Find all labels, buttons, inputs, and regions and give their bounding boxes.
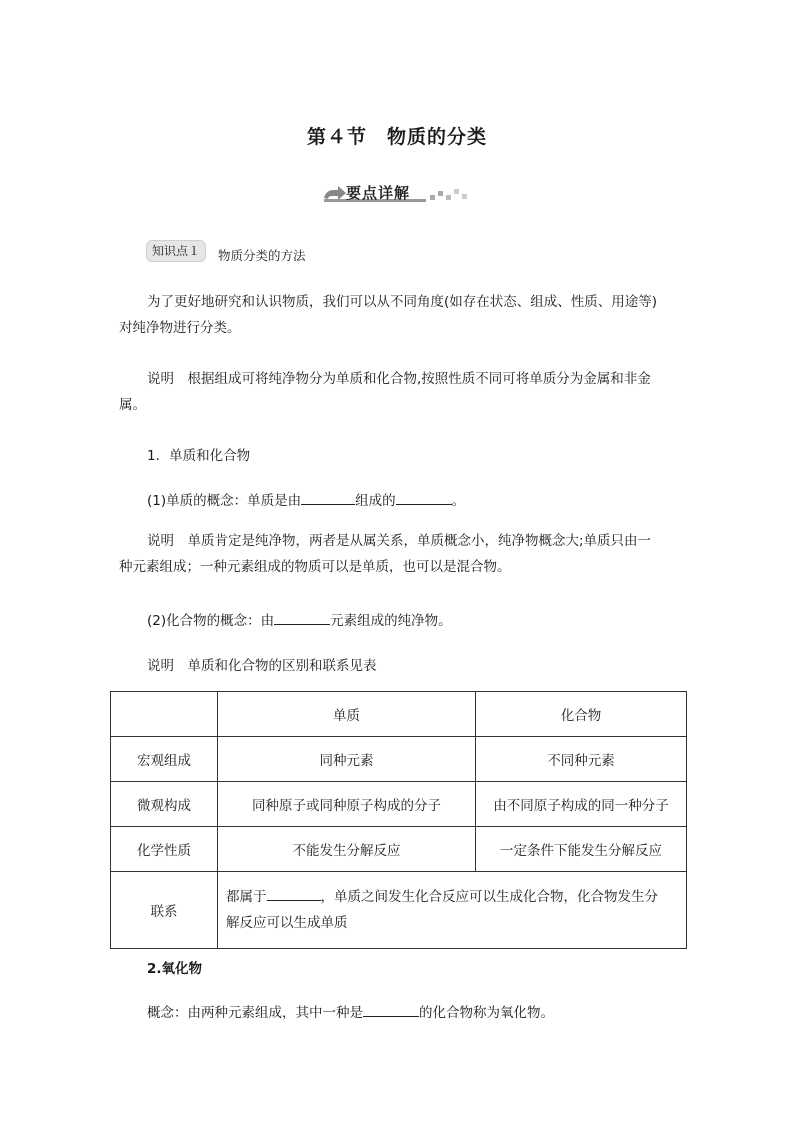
note-paragraph-1 xyxy=(119,366,679,418)
item1-before: (1)单质的概念：单质是由 xyxy=(147,493,302,509)
section-2-heading: 2.氧化物 xyxy=(147,961,203,977)
knowledge-point-badge: 知识点１ xyxy=(146,240,206,262)
intro-line-2: 对纯净物进行分类。 xyxy=(119,320,241,336)
cell-element: 同种原子或同种原子构成的分子 xyxy=(218,782,476,827)
note-paragraph-2 xyxy=(119,528,679,580)
table-row xyxy=(111,737,687,782)
cell-compound: 由不同原子构成的同一种分子 xyxy=(476,782,687,827)
relation-line2: 解反应可以生成单质 xyxy=(226,915,348,931)
cell-element: 不能发生分解反应 xyxy=(218,827,476,872)
header-cell-compound: 化合物 xyxy=(476,692,687,737)
note-3: 说明 单质和化合物的区别和联系见表 xyxy=(147,658,377,674)
banner-label: 要点详解 xyxy=(346,184,411,202)
row-label: 宏观组成 xyxy=(111,737,218,782)
item2-after: 元素组成的纯净物。 xyxy=(330,613,452,629)
blank-4 xyxy=(267,886,321,901)
note1-line-2: 属。 xyxy=(119,397,146,413)
cell-element: 同种元素 xyxy=(218,737,476,782)
concept-before: 概念：由两种元素组成，其中一种是 xyxy=(147,1005,363,1021)
intro-paragraph xyxy=(119,289,679,341)
row-label: 微观构成 xyxy=(111,782,218,827)
relation-before: 都属于 xyxy=(226,889,267,905)
section-1-heading: 1．单质和化合物 xyxy=(147,448,251,464)
row-label: 化学性质 xyxy=(111,827,218,872)
item1-middle: 组成的 xyxy=(355,493,396,509)
table-row xyxy=(111,827,687,872)
concept-line xyxy=(147,1001,554,1021)
table-header-row xyxy=(111,692,687,737)
intro-line-1: 为了更好地研究和认识物质，我们可以从不同角度(如存在状态、组成、性质、用途等) xyxy=(147,294,658,310)
blank-5 xyxy=(363,1002,419,1017)
blank-2 xyxy=(396,490,452,505)
relation-cell xyxy=(218,872,687,949)
comparison-table xyxy=(110,691,687,949)
item2-before: (2)化合物的概念：由 xyxy=(147,613,275,629)
header-cell-empty xyxy=(111,692,218,737)
concept-after: 的化合物称为氧化物。 xyxy=(419,1005,554,1021)
header-cell-element: 单质 xyxy=(218,692,476,737)
item1-after: 。 xyxy=(451,493,466,509)
row-label: 联系 xyxy=(111,872,218,949)
note1-line-1: 说明 根据组成可将纯净物分为单质和化合物,按照性质不同可将单质分为金属和非金 xyxy=(147,371,651,387)
table-row-relation xyxy=(111,872,687,949)
blank-3 xyxy=(274,610,330,625)
note2-line-2: 种元素组成；一种元素组成的物质可以是单质，也可以是混合物。 xyxy=(119,559,511,575)
note2-line-1: 说明 单质肯定是纯净物，两者是从属关系，单质概念小，纯净物概念大;单质只由一 xyxy=(147,533,652,549)
blank-1 xyxy=(301,490,355,505)
section-banner xyxy=(322,180,472,204)
knowledge-point-title: 物质分类的方法 xyxy=(218,248,306,263)
cell-compound: 不同种元素 xyxy=(476,737,687,782)
item-2-line xyxy=(147,609,452,629)
relation-line1-after: ，单质之间发生化合反应可以生成化合物，化合物发生分 xyxy=(320,889,658,905)
page-title: 第４节 物质的分类 xyxy=(306,126,487,148)
cell-compound: 一定条件下能发生分解反应 xyxy=(476,827,687,872)
item-1-line xyxy=(147,489,465,509)
table-row xyxy=(111,782,687,827)
